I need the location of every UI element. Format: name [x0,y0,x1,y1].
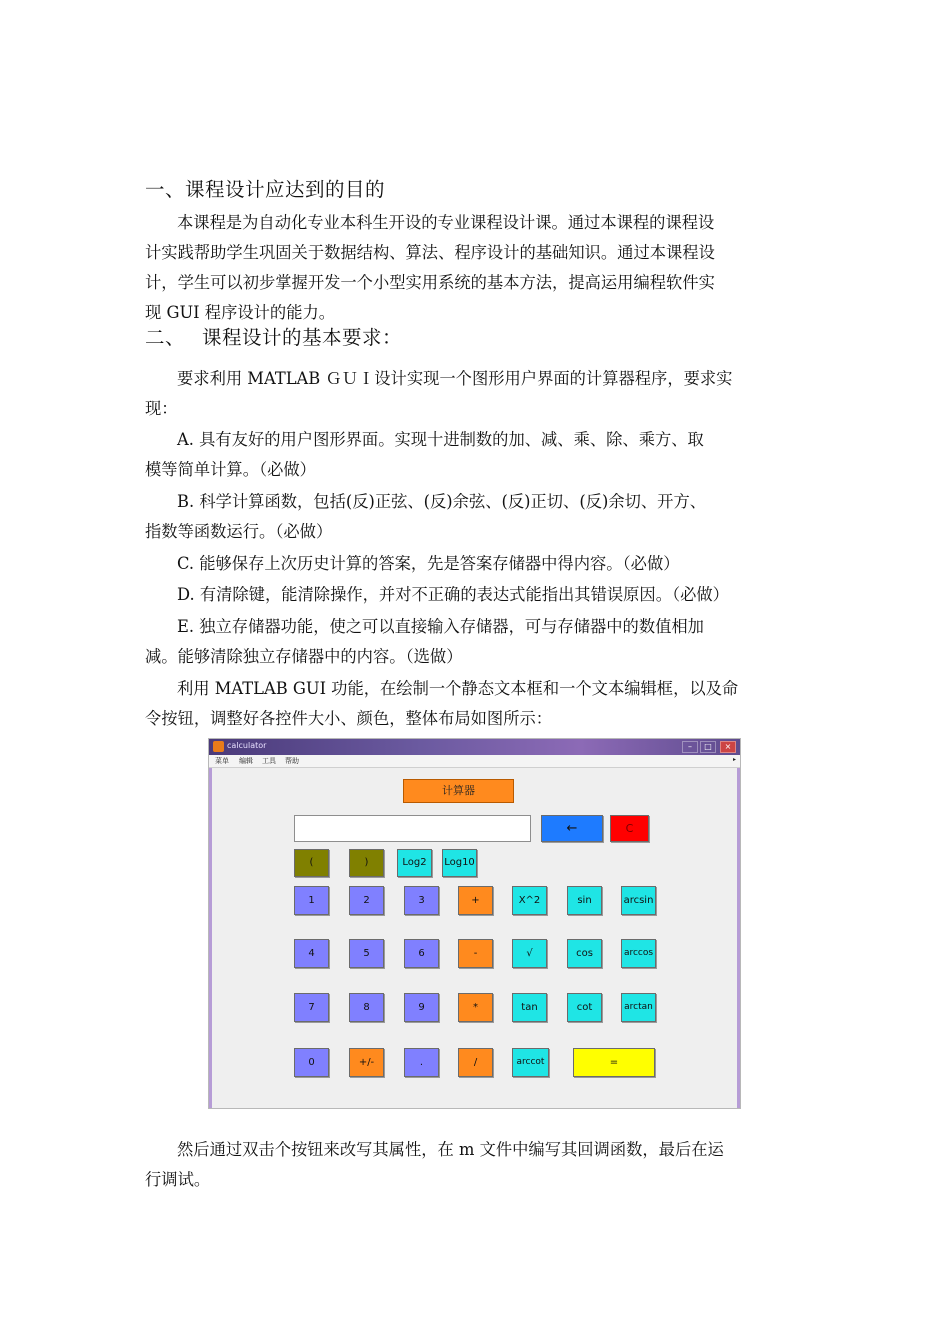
section1-line: 现 GUI 程序设计的能力。 [145,303,336,322]
close-button[interactable]: × [720,741,736,753]
cos-button[interactable]: cos [567,939,602,968]
section2-heading-number: 二、 [145,326,186,349]
requirement-item-e [145,612,810,672]
section2-heading: 课程设计的基本要求： [202,326,403,349]
section1-line: 本课程是为自动化专业本科生开设的专业课程设计课。通过本课程的课程设 [177,213,715,232]
menu-item[interactable]: 菜单 [215,757,229,765]
requirement-item-c [145,549,810,579]
section1-line: 计，学生可以初步掌握开发一个小型实用系统的基本方法，提高运用编程软件实 [145,273,715,292]
arcsin-button[interactable]: arcsin [621,886,656,915]
sqrt-button[interactable]: √ [512,939,547,968]
layout-line: 利用 MATLAB GUI 功能，在绘制一个静态文本框和一个文本编辑框，以及命 [177,679,739,698]
menu-arrow-icon: ▸ [732,756,736,763]
digit-8-button[interactable]: 8 [349,993,384,1022]
intro-line: 现： [145,399,178,418]
window-titlebar [209,739,740,755]
layout-line: 令按钮，调整好各控件大小、颜色，整体布局如图所示： [145,709,553,728]
equals-button[interactable]: = [573,1048,655,1077]
window-border-left [209,768,212,1109]
decimal-point-button[interactable]: . [404,1048,439,1077]
cot-button[interactable]: cot [567,993,602,1022]
menu-item[interactable]: 编辑 [239,757,253,765]
closing-paragraph [145,1135,810,1195]
window-border-right [737,768,740,1109]
minimize-button[interactable]: – [682,741,698,753]
menu-item[interactable]: 工具 [262,757,276,765]
requirement-item-d [145,580,810,610]
requirement-item-b [145,487,810,547]
digit-3-button[interactable]: 3 [404,886,439,915]
item-line: 减。能够清除独立存储器中的内容。（选做） [145,647,463,666]
section1-paragraph [145,208,810,328]
digit-1-button[interactable]: 1 [294,886,329,915]
item-line: 指数等函数运行。（必做） [145,522,333,541]
square-button[interactable]: X^2 [512,886,547,915]
plus-button[interactable]: + [458,886,493,915]
digit-7-button[interactable]: 7 [294,993,329,1022]
digit-6-button[interactable]: 6 [404,939,439,968]
layout-description [145,674,810,734]
arctan-button[interactable]: arctan [621,993,656,1022]
arccot-button[interactable]: arccot [512,1048,549,1077]
multiply-button[interactable]: * [458,993,493,1022]
item-line: E. 独立存储器功能，使之可以直接输入存储器，可与存储器中的数值相加 [177,617,704,636]
section2-intro [145,364,810,424]
closing-line: 行调试。 [145,1170,211,1189]
matlab-icon [213,741,224,752]
negate-button[interactable]: +/- [349,1048,384,1077]
digit-9-button[interactable]: 9 [404,993,439,1022]
log10-button[interactable]: Log10 [442,849,477,877]
divide-button[interactable]: / [458,1048,493,1077]
section1-line: 计实践帮助学生巩固关于数据结构、算法、程序设计的基础知识。通过本课程设 [145,243,715,262]
calculator-title: 计算器 [403,779,514,803]
digit-4-button[interactable]: 4 [294,939,329,968]
item-line: D. 有清除键，能清除操作，并对不正确的表达式能指出其错误原因。（必做） [177,585,729,604]
item-line: 模等简单计算。（必做） [145,460,316,479]
item-line: C. 能够保存上次历史计算的答案，先是答案存储器中得内容。（必做） [177,554,680,573]
section1-heading: 一、课程设计应达到的目的 [145,178,386,201]
maximize-button[interactable]: □ [700,741,716,753]
closing-line: 然后通过双击个按钮来改写其属性，在 m 文件中编写其回调函数，最后在运 [177,1140,724,1159]
window-title: calculator [227,741,267,750]
sin-button[interactable]: sin [567,886,602,915]
item-line: A. 具有友好的用户图形界面。实现十进制数的加、减、乘、除、乘方、取 [177,430,704,449]
item-line: B. 科学计算函数，包括(反)正弦、(反)余弦、(反)正切、(反)余切、开方、 [177,492,707,511]
digit-0-button[interactable]: 0 [294,1048,329,1077]
clear-button[interactable]: C [610,815,649,842]
close-paren-button[interactable]: ) [349,849,384,877]
requirement-item-a [145,425,810,485]
expression-input[interactable] [294,815,531,842]
minus-button[interactable]: - [458,939,493,968]
backspace-button[interactable]: ← [541,815,603,842]
intro-line: 要求利用 MATLAB ＧＵＩ设计实现一个图形用户界面的计算器程序，要求实 [177,369,733,388]
digit-5-button[interactable]: 5 [349,939,384,968]
log2-button[interactable]: Log2 [397,849,432,877]
arccos-button[interactable]: arccos [621,939,656,968]
menu-bar [209,755,740,768]
open-paren-button[interactable]: ( [294,849,329,877]
tan-button[interactable]: tan [512,993,547,1022]
calculator-screenshot [208,738,741,1109]
menu-item[interactable]: 帮助 [285,757,299,765]
digit-2-button[interactable]: 2 [349,886,384,915]
